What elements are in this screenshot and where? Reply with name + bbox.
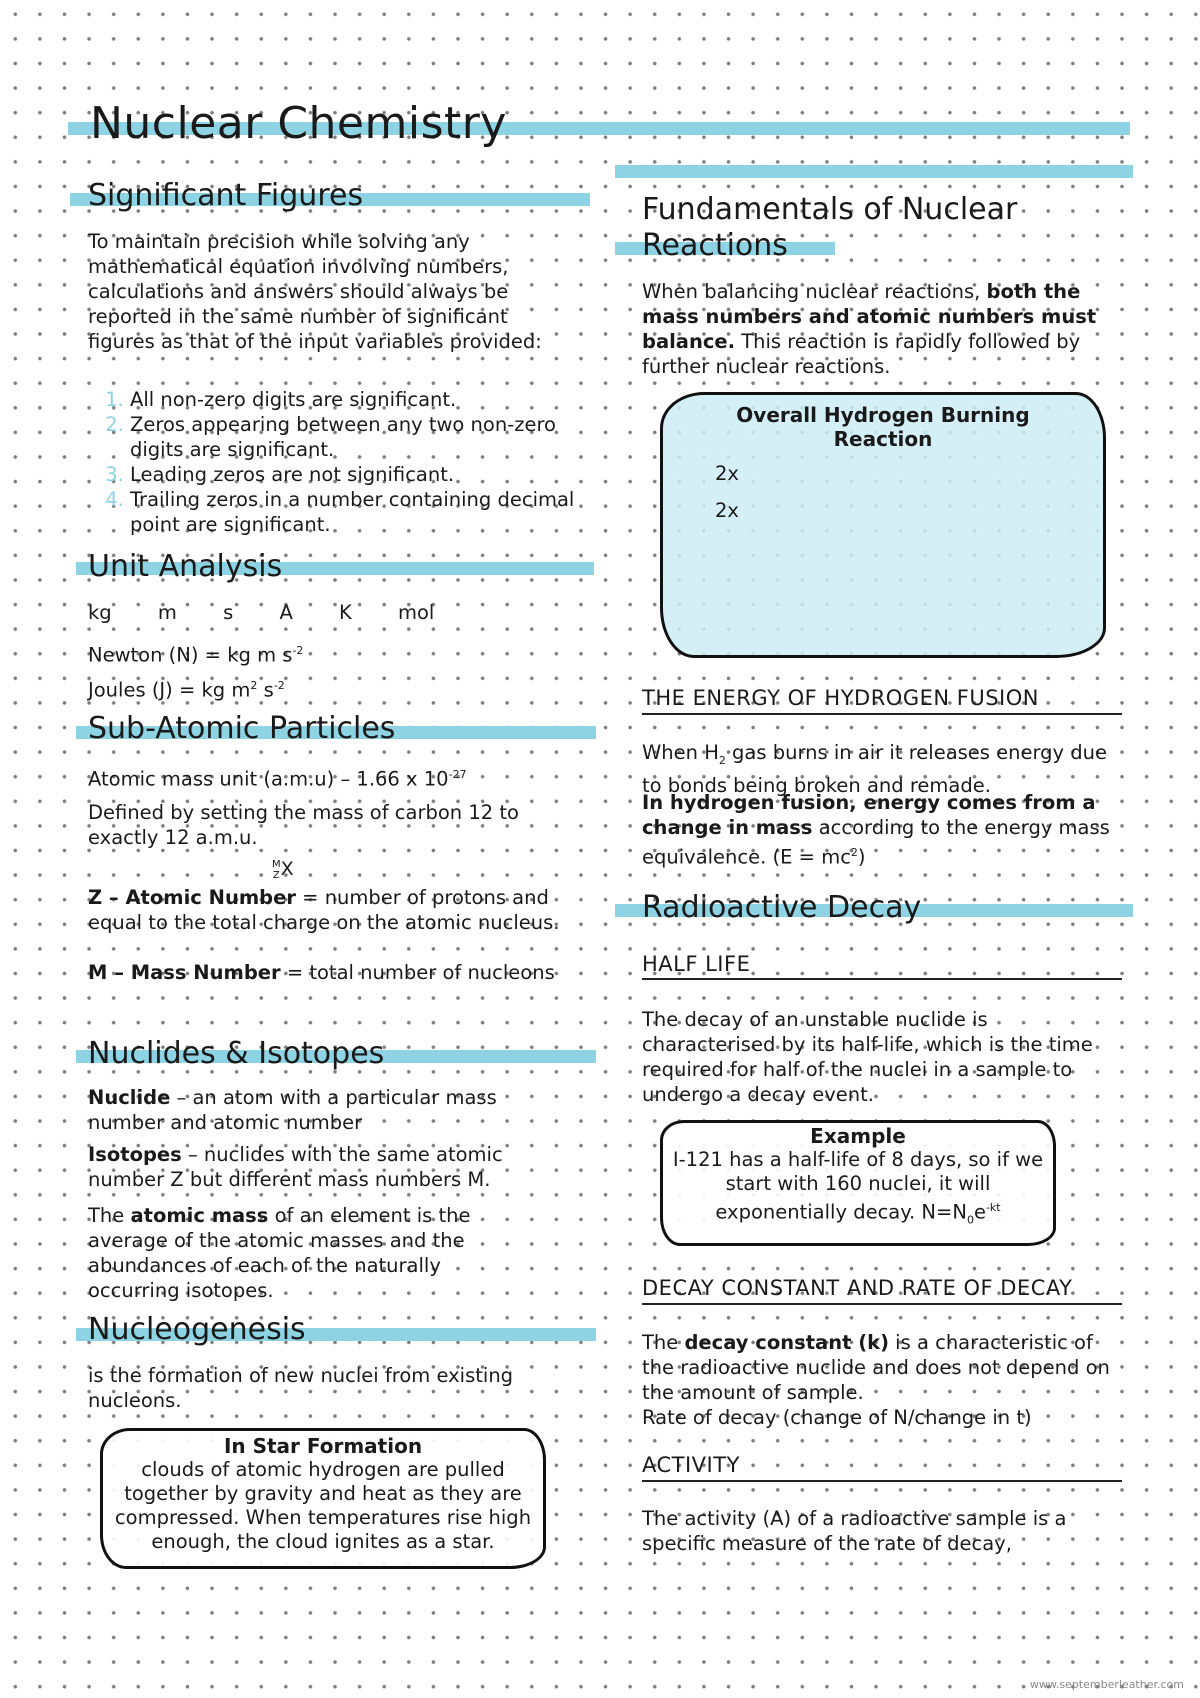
activity-text: The activity (A) of a radioactive sample is a specific measure of the rate of decay,: [642, 1507, 1067, 1555]
fundamentals-top-bar: [615, 165, 1133, 178]
atomic-number-definition: Z – Atomic Number = number of protons and equal to the total charge on the atomic nucleus.: [88, 886, 560, 934]
decay-constant-heading-rule: [642, 1303, 1122, 1305]
page-title: Nuclear Chemistry: [90, 98, 507, 149]
carbon-12-definition: Defined by setting the mass of carbon 12 to exactly 12 a.m.u.: [88, 801, 519, 849]
atomic-mass-definition: The atomic mass of an element is the average of the atomic masses and the abundances of each of the naturally occurring isotopes.: [88, 1204, 471, 1302]
unit-analysis-heading: Unit Analysis: [88, 549, 283, 584]
amu-definition: Atomic mass unit (a.m.u) – 1.66 x $10^{-27}$: [88, 767, 467, 791]
half-life-heading-rule: [642, 978, 1122, 980]
star-formation-text: clouds of atomic hydrogen are pulled together by gravity and heat as they are compressed. When temperatures rise high enough, the cloud ignites as a star.: [114, 1458, 532, 1553]
unit-a: A: [279, 601, 293, 624]
activity-heading: ACTIVITY: [642, 1453, 740, 1477]
subatomic-heading: Sub-Atomic Particles: [88, 711, 396, 746]
energy-heading: THE ENERGY OF HYDROGEN FUSION: [642, 686, 1039, 710]
example-title: Example: [810, 1124, 906, 1148]
example-text: I-121 has a half-life of 8 days, so if we start with 160 nuclei, it will exponentially decay. $N=N_0e^{-kt}$: [672, 1148, 1044, 1227]
list-item: 2. Zeros appearing between any two non-zero digits are significant.: [130, 412, 600, 462]
unit-kg: kg: [88, 601, 112, 624]
base-units-row: [88, 600, 568, 625]
half-life-text: The decay of an unstable nuclide is characterised by its half-life, which is the time required for half of the nuclei in a sample to undergo a decay event.: [642, 1008, 1093, 1106]
sig-figs-intro: To maintain precision while solving any mathematical equation involving numbers, calculations and answers should always be reported in the same number of significant figures as that of the input variables provided:: [88, 230, 542, 353]
nucleogenesis-heading: Nucleogenesis: [88, 1312, 306, 1347]
energy-text-1: When $H_2$ gas burns in air it releases energy due to bonds being broken and remade.: [642, 741, 1108, 797]
decay-constant-text: The decay constant (k) is a characteristic of the radioactive nuclide and does not depend on the amount of sample.: [642, 1331, 1110, 1404]
fundamentals-text: When balancing nuclear reactions, both the mass numbers and atomic numbers must balance. This reaction is rapidly followed by further nuclear reactions.: [642, 280, 1097, 378]
half-life-heading: HALF LIFE: [642, 952, 751, 976]
star-formation-title: In Star Formation: [223, 1434, 423, 1458]
list-item: 3. Leading zeros are not significant.: [130, 462, 600, 487]
rate-of-decay-text: Rate of decay (change of N/change in t): [642, 1406, 1032, 1429]
unit-s: s: [223, 601, 234, 624]
unit-m: m: [157, 601, 177, 624]
nucleogenesis-text: is the formation of new nuclei from existing nucleons.: [88, 1364, 514, 1412]
sig-figs-rules-list: [88, 387, 600, 537]
footer-url: www.septemberleather.com: [1029, 1678, 1184, 1691]
nuclide-notation: M ZX: [272, 858, 294, 881]
energy-heading-rule: [642, 713, 1122, 715]
nuclides-heading: Nuclides & Isotopes: [88, 1036, 385, 1071]
fundamentals-heading: Fundamentals of Nuclear Reactions: [642, 192, 1018, 263]
unit-k: K: [339, 601, 352, 624]
activity-heading-rule: [642, 1480, 1122, 1482]
unit-mol: mol: [398, 601, 435, 624]
list-item: 1. All non-zero digits are significant.: [130, 387, 600, 412]
example-box: [660, 1120, 1056, 1246]
decay-constant-heading: DECAY CONSTANT AND RATE OF DECAY: [642, 1276, 1073, 1300]
energy-text-2: In hydrogen fusion, energy comes from a change in mass according to the energy mass equivalence. $(E = mc^2)$: [642, 791, 1110, 869]
joules-unit: Joules (J) = kg $m^2$ $s^{-2}$: [88, 678, 285, 702]
hydrogen-burning-box: [660, 392, 1106, 658]
reaction-line-2: 2x: [715, 499, 739, 522]
star-formation-box: [100, 1428, 546, 1569]
nuclide-definition: Nuclide – an atom with a particular mass number and atomic number: [88, 1086, 497, 1134]
hydrogen-burning-title: Overall Hydrogen Burning Reaction: [736, 403, 1030, 451]
sig-figs-heading: Significant Figures: [88, 178, 364, 213]
newton-unit: Newton (N) = kg m $s^{-2}$: [88, 643, 304, 667]
isotopes-definition: Isotopes – nuclides with the same atomic number Z but different mass numbers M.: [88, 1143, 503, 1191]
decay-heading: Radioactive Decay: [642, 890, 922, 925]
mass-number-definition: M – Mass Number = total number of nucleons: [88, 961, 555, 984]
reaction-line-1: 2x: [715, 462, 739, 485]
list-item: 4. Trailing zeros in a number containing decimal point are significant.: [130, 487, 600, 537]
